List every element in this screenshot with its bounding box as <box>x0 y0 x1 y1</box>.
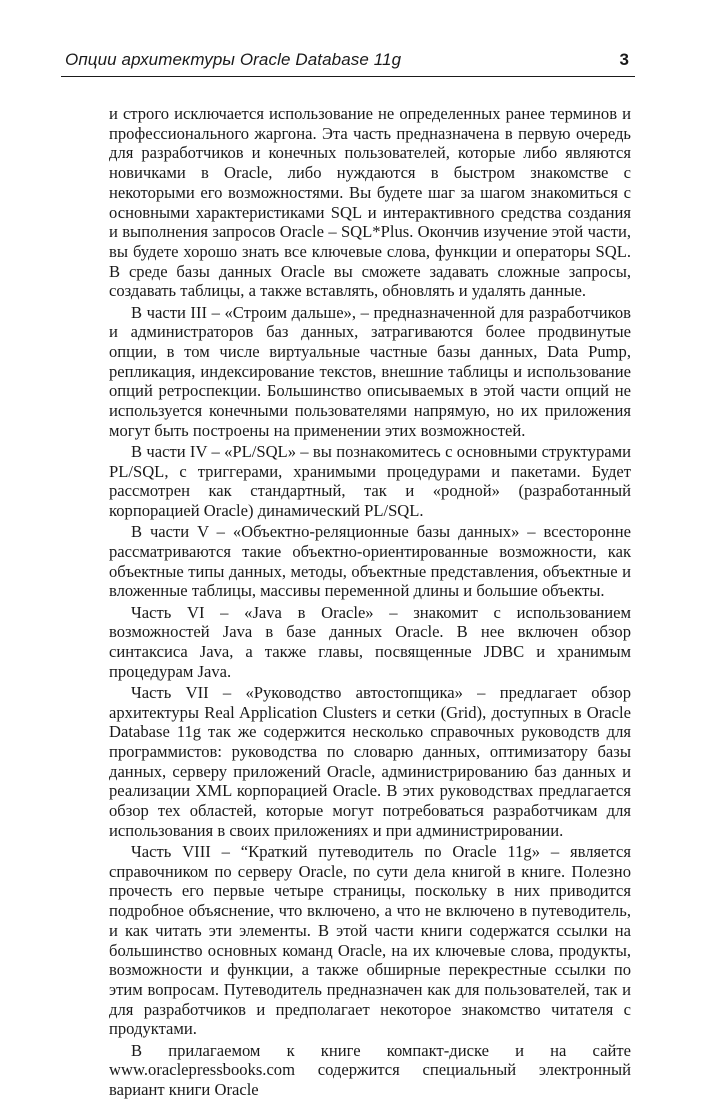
paragraph-part-7: Часть VII – «Руководство автостопщика» – предлагает обзор архитектуры Real Application Clusters и сетки (Grid), доступных в Oracle Database 11g так же содержится несколько справочных руководств для программистов: руководства по словарю данных, оптимизатору базы данных, серверу приложений Oracle, администрированию баз данных и реализации XML корпорацией Oracle. В этих руководствах предлагается обзор тех областей, которые могут потребоваться разработчикам для использования в своих приложениях и при администрировании. <box>109 682 631 840</box>
paragraph-part-6: Часть VI – «Java в Oracle» – знакомит с использованием возможностей Java в базе данных Oracle. В нее включен обзор синтаксиса Java, а также главы, посвященные JDBC и хранимым процедурам Java. <box>109 602 631 681</box>
page-number: 3 <box>619 50 629 69</box>
paragraph-1: и строго исключается использование не определенных ранее терминов и профессионального жаргона. Эта часть предназначена в первую очередь для разработчиков и конечных пользователей, которые либо являются новичками в Oracle, либо нуждаются в быстром знакомстве с некоторыми его возможностями. Вы будете шаг за шагом знакомиться с основными характеристиками SQL и интерактивного средства создания и выполнения запросов Oracle – SQL*Plus. Окончив изучение этой части, вы будете хорошо знать все ключевые слова, функции и операторы SQL. В среде базы данных Oracle вы сможете задавать сложные запросы, создавать таблицы, а также вставлять, обновлять и удалять данные. <box>109 104 631 301</box>
paragraph-part-4: В части IV – «PL/SQL» – вы познакомитесь с основными структурами PL/SQL, с триггерами, хранимыми процедурами и пакетами. Будет рассмотрен как стандартный, так и «родной» (разработанный корпорацией Oracle) динамический PL/SQL. <box>109 441 631 521</box>
paragraph-part-5: В части V – «Объектно-реляционные базы данных» – всесторонне рассматриваются такие объектно-ориентированные возможности, как объектные типы данных, методы, объектные представления, объектные и вложенные таблицы, массивы переменной длины и большие объекты. <box>109 522 631 601</box>
running-header <box>61 46 635 77</box>
paragraph-part-8: Часть VIII – “Краткий путеводитель по Oracle 11g» – является справочником по серверу Oracle, по сути дела книгой в книге. Полезно прочесть его первые четыре страницы, поскольку в них приводится подробное объяснение, что включено, а что не включено в путеводитель, и как читать эти элементы. В этой части книги содержатся ссылки на большинство основных команд Oracle, на их ключевые слова, продукты, возможности и функции, а также обширные перекрестные ссылки по этим вопросам. Путеводитель предназначен как для пользователей, так и для разработчиков и предполагает некоторое знакомство читателя с продуктами. <box>109 842 631 1039</box>
paragraph-cd: В прилагаемом к книге компакт-диске и на сайте www.oraclepressbooks.com содержится специальный электронный вариант книги Oracle <box>109 1040 631 1099</box>
paragraph-part-3: В части III – «Строим дальше», – предназначенной для разработчиков и администраторов баз данных, затрагиваются более продвинутые опции, в том числе виртуальные частные базы данных, Data Pump, репликация, индексирование текстов, внешние таблицы и использование опций ретроспекции. Большинство описываемых в этой части опций не используется конечными пользователями напрямую, но их приложения могут быть построены на применении этих возможностей. <box>109 302 631 440</box>
running-title: Опции архитектуры Oracle Database 11g <box>65 50 402 69</box>
body-text <box>109 104 631 1101</box>
